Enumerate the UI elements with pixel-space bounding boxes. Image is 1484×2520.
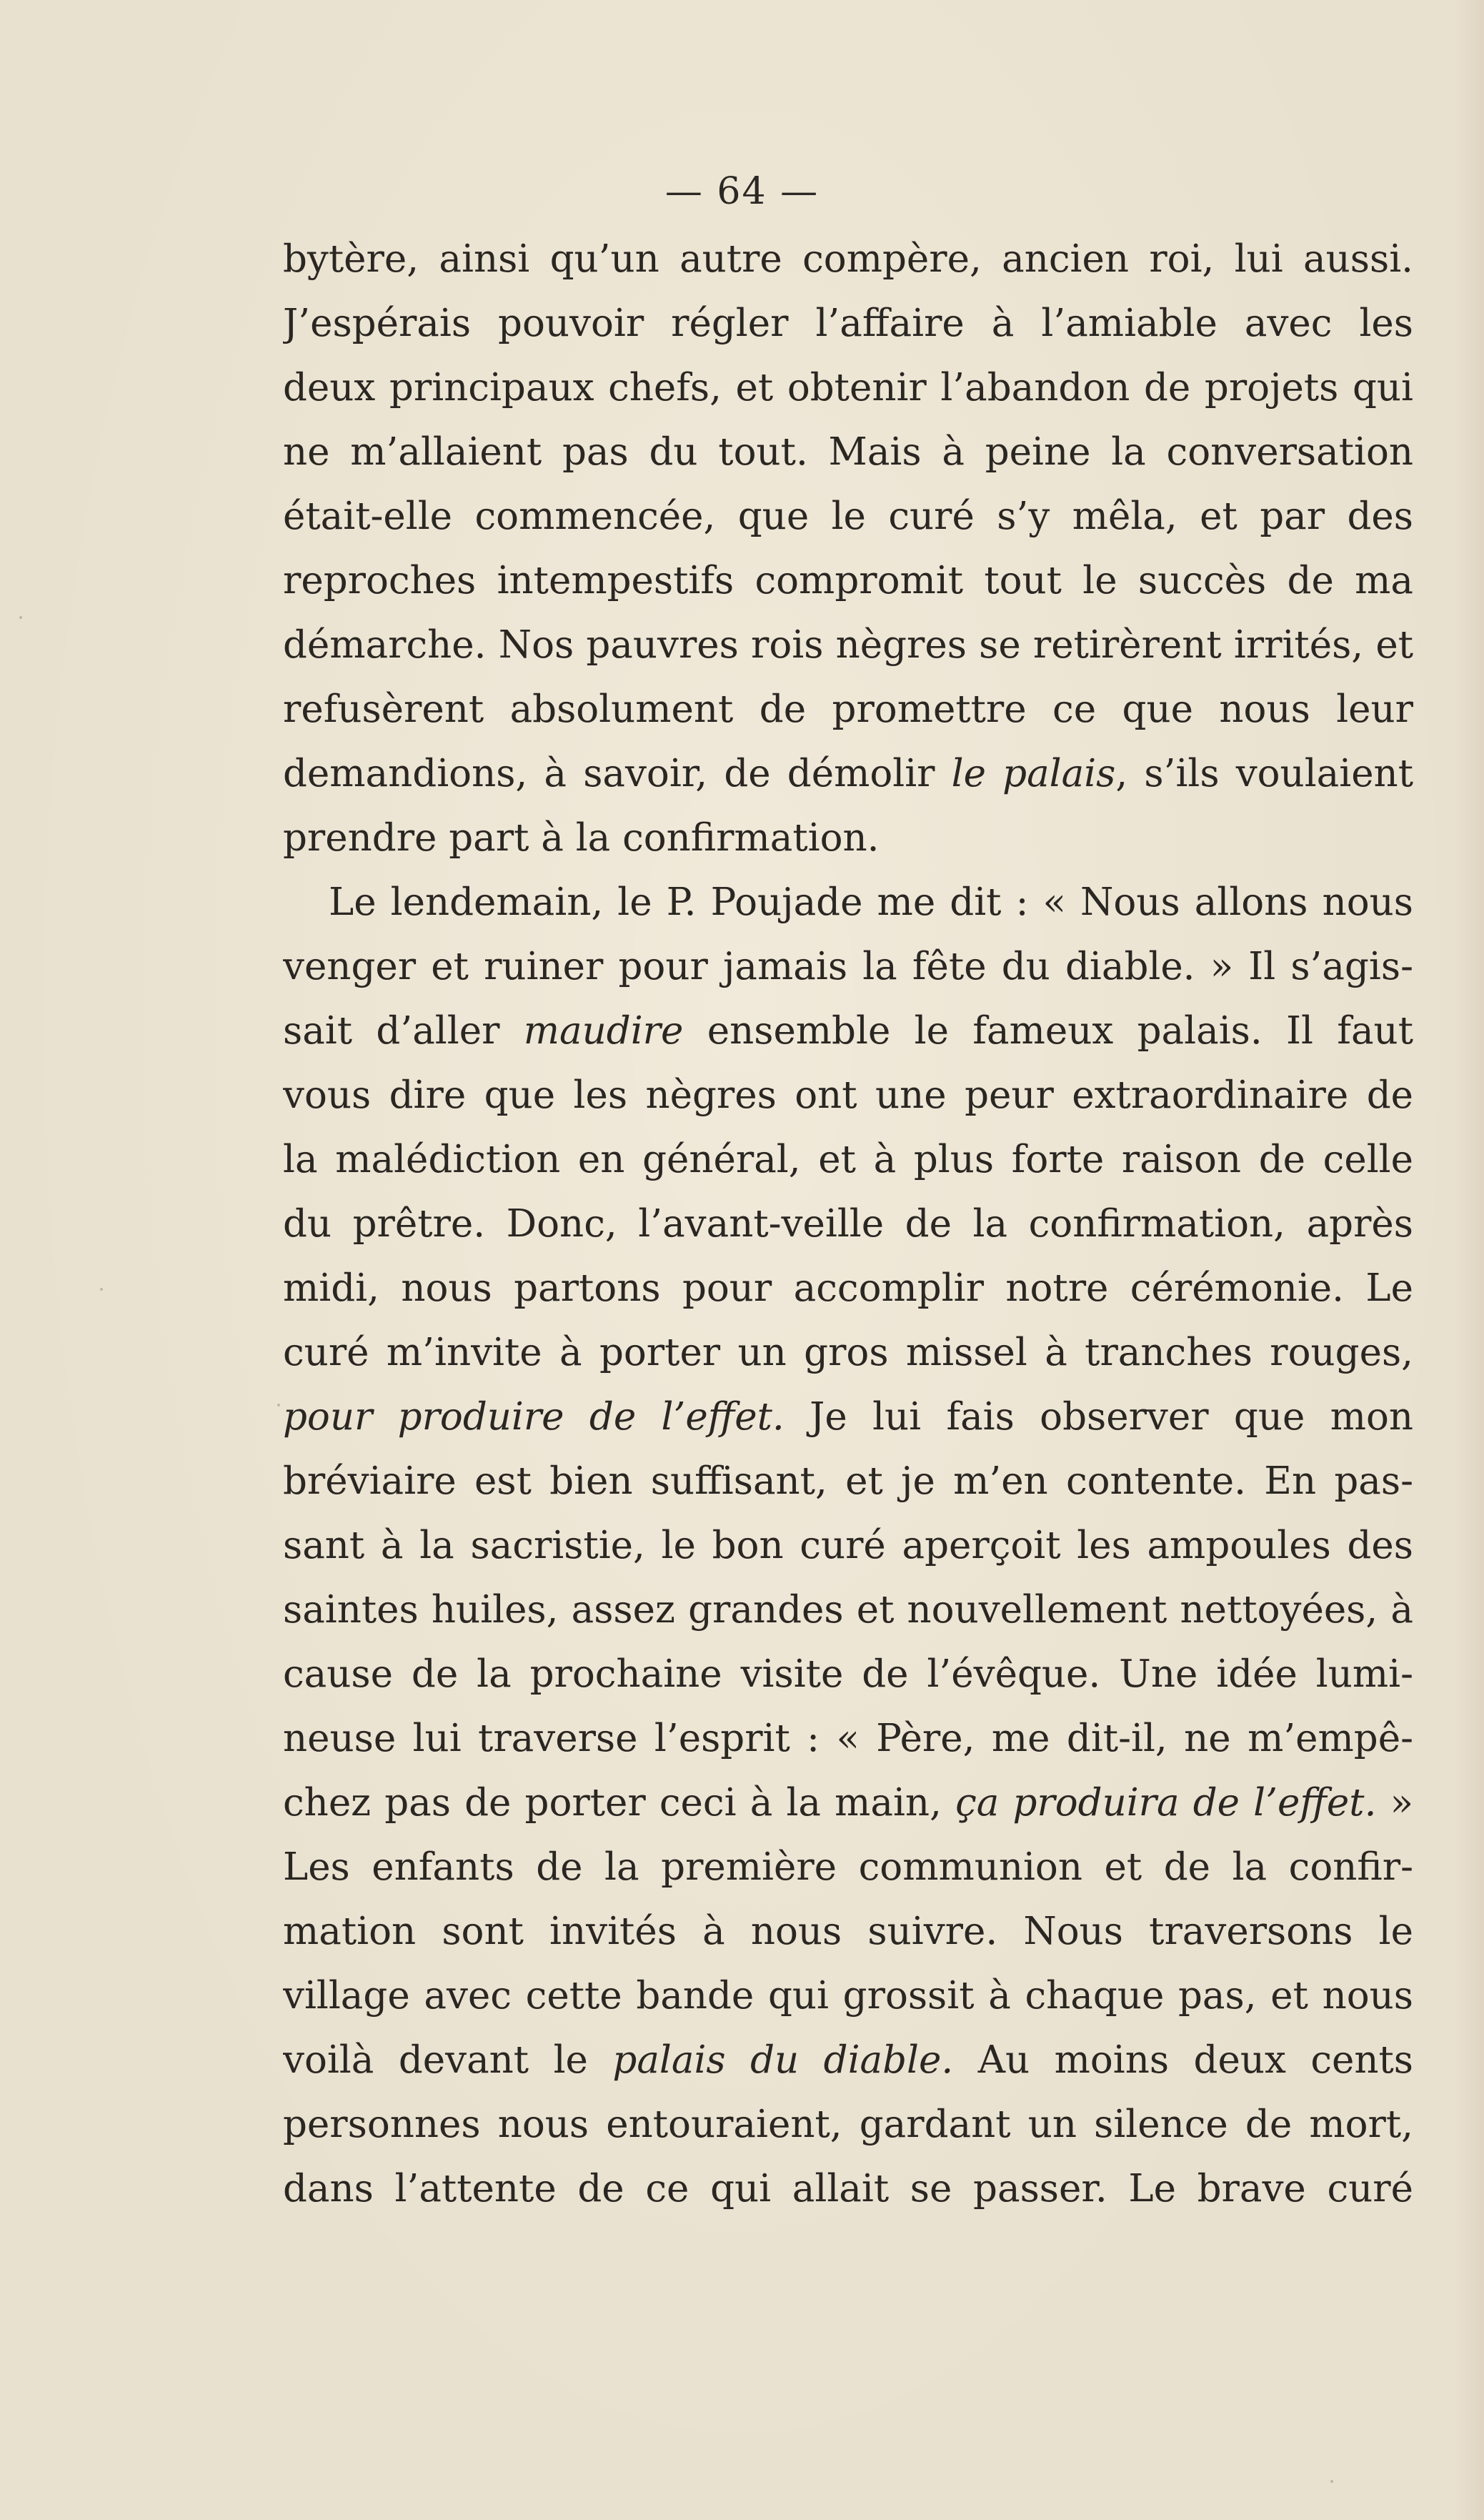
italic-text: ça produira de l’effet. xyxy=(955,1781,1377,1825)
text-segment: personnes nous entouraient, gardant un silence de mort, xyxy=(283,2103,1413,2146)
text-line xyxy=(283,292,1413,356)
text-segment: Au moins deux cents xyxy=(953,2038,1413,2082)
text-line xyxy=(283,356,1413,420)
text-line xyxy=(283,870,1413,935)
text-line xyxy=(283,1707,1413,1771)
page-number: — 64 — xyxy=(664,170,820,213)
text-segment: village avec cette bande qui grossit à chaque pas, et nous xyxy=(283,1974,1413,2018)
text-segment: du prêtre. Donc, l’avant-veille de la confirmation, après xyxy=(283,1202,1413,1246)
text-segment: dans l’attente de ce qui allait se passer. Le brave curé xyxy=(283,2167,1413,2211)
text-segment: venger et ruiner pour jamais la fête du diable. » Il s’agis- xyxy=(283,945,1413,988)
text-segment: reproches intempestifs compromit tout le succès de ma xyxy=(283,559,1413,602)
text-segment: demandions, à savoir, de démolir xyxy=(283,752,952,795)
text-segment: était-elle commencée, que le curé s’y mêla, et par des xyxy=(283,495,1413,538)
text-segment: chez pas de porter ceci à la main, xyxy=(283,1781,956,1825)
text-segment: mation sont invités à nous suivre. Nous traversons le xyxy=(283,1910,1413,1953)
text-line xyxy=(283,742,1413,806)
text-segment: sant à la sacristie, le bon curé aperçoit les ampoules des xyxy=(283,1524,1413,1567)
text-segment: J’espérais pouvoir régler l’affaire à l’amiable avec les xyxy=(283,302,1413,345)
text-line xyxy=(283,1642,1413,1707)
text-line xyxy=(283,227,1413,292)
text-line xyxy=(283,1192,1413,1256)
text-line xyxy=(283,2157,1413,2221)
text-line xyxy=(283,1385,1413,1449)
text-line xyxy=(283,2093,1413,2157)
text-segment: Les enfants de la première communion et de la confir- xyxy=(283,1845,1413,1889)
text-line xyxy=(283,1128,1413,1192)
text-segment: curé m’invite à porter un gros missel à tranches rouges, xyxy=(283,1331,1413,1374)
text-segment: Je lui fais observer que mon xyxy=(784,1395,1413,1439)
text-segment: ensemble le fameux palais. Il faut xyxy=(683,1009,1413,1053)
text-segment: » xyxy=(1376,1781,1413,1825)
text-segment: démarche. Nos pauvres rois nègres se retirèrent irrités, et xyxy=(283,623,1413,667)
text-segment: Le lendemain, le P. Poujade me dit : « Nous allons nous xyxy=(329,880,1413,924)
text-line xyxy=(283,1578,1413,1642)
text-segment: prendre part à la confirmation. xyxy=(283,816,880,860)
text-line xyxy=(283,806,1413,870)
text-segment: voilà devant le xyxy=(283,2038,613,2082)
text-segment: , s’ils voulaient xyxy=(1115,752,1413,795)
text-line xyxy=(283,549,1413,613)
italic-text: le palais xyxy=(951,752,1116,795)
text-segment: la malédiction en général, et à plus forte raison de celle xyxy=(283,1138,1413,1181)
text-line xyxy=(283,935,1413,999)
text-line xyxy=(283,1256,1413,1321)
body-text xyxy=(283,227,1413,2221)
text-line xyxy=(283,1771,1413,1835)
text-line xyxy=(283,1321,1413,1385)
text-segment: bytère, ainsi qu’un autre compère, ancien roi, lui aussi. xyxy=(283,237,1413,281)
text-segment: sait d’aller xyxy=(283,1009,524,1053)
text-segment: bréviaire est bien suffisant, et je m’en contente. En pas- xyxy=(283,1459,1413,1503)
page-edge-shadow xyxy=(1455,0,1484,2520)
text-line xyxy=(283,2028,1413,2093)
text-line xyxy=(283,678,1413,742)
text-segment: cause de la prochaine visite de l’évêque. Une idée lumi- xyxy=(283,1652,1413,1696)
text-segment: saintes huiles, assez grandes et nouvellement nettoyées, à xyxy=(283,1588,1413,1632)
italic-text: palais du diable. xyxy=(612,2038,954,2082)
text-line xyxy=(283,1900,1413,1964)
text-segment: refusèrent absolument de promettre ce que nous leur xyxy=(283,688,1413,731)
text-segment: vous dire que les nègres ont une peur extraordinaire de xyxy=(283,1073,1413,1117)
text-line xyxy=(283,1514,1413,1578)
italic-text: pour produire de l’effet. xyxy=(283,1395,785,1439)
text-line xyxy=(283,1449,1413,1514)
text-segment: deux principaux chefs, et obtenir l’abandon de projets qui xyxy=(283,366,1413,410)
text-line xyxy=(283,420,1413,485)
text-segment: ne m’allaient pas du tout. Mais à peine la conversation xyxy=(283,430,1413,474)
text-line xyxy=(283,999,1413,1063)
text-line xyxy=(283,613,1413,678)
italic-text: maudire xyxy=(523,1009,684,1053)
text-segment: neuse lui traverse l’esprit : « Père, me dit-il, ne m’empê- xyxy=(283,1717,1413,1760)
text-line xyxy=(283,485,1413,549)
text-line xyxy=(283,1063,1413,1128)
text-segment: midi, nous partons pour accomplir notre cérémonie. Le xyxy=(283,1266,1413,1310)
text-line xyxy=(283,1964,1413,2028)
text-line xyxy=(283,1835,1413,1900)
